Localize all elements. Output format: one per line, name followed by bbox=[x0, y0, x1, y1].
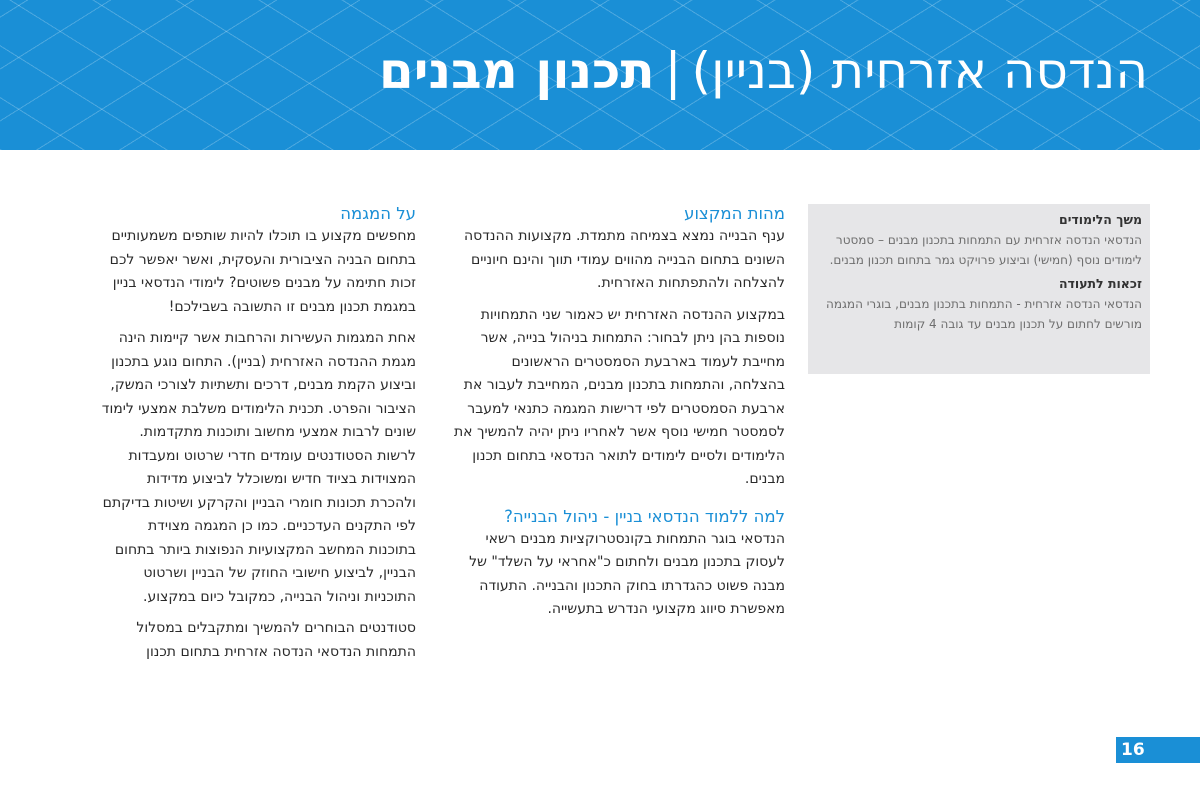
certificate-heading: זכאות לתעודה bbox=[1058, 276, 1142, 291]
profession-paragraph: ענף הבנייה נמצא בצמיחה מתמדת. מקצועות ההנדסה השונים בתחום הבנייה מהווים עמודי תווך והינם חיוניים להצלחה ולהתפתחות האזרחית. bbox=[463, 228, 785, 291]
page-title-specialization: תכנון מבנים bbox=[378, 42, 655, 100]
profession-heading: מהות המקצוע bbox=[684, 204, 785, 223]
profession-paragraph: במקצוע ההנדסה האזרחית יש כאמור שני התמחויות נוספות בהן ניתן לבחור: התמחות בניהול בנייה, אשר מחייבת לעמוד בארבעת הסמסטרים הראשונים בהצלחה, והתמחות בתכנון מבנים, המחייבת לעבור את ארבעת הסמסטרים לפי דרישות המגמה כתנאי למעבר לסמסטר חמישי נוסף אשר לאחריו ניתן יהיה להמשיך את הלימודים ולסיים לימודים לתואר הנדסאי בתחום תכנון מבנים. bbox=[453, 306, 785, 487]
page-number: 16 bbox=[1116, 737, 1200, 763]
why-heading: למה ללמוד הנדסאי בניין - ניהול הבנייה? bbox=[504, 506, 785, 526]
info-box bbox=[808, 204, 1150, 374]
why-paragraph: הנדסאי בוגר התמחות בקונסטרוקציות מבנים רשאי לעסוק בתכנון מבנים ולחתום כ"אחראי על השלד" של מבנה פשוט כהגדרתו בחוק התכנון והבנייה. התעודה מאפשרת סיווג מקצועי הנדרש בתעשייה. bbox=[469, 530, 785, 617]
about-paragraph: מחפשים מקצוע בו תוכלו להיות שותפים משמעותיים בתחום הבניה הציבורית והעסקית, ואשר יאפשר לכם זכות חתימה על מבנים פשוטים? לימודי הנדסאי בניין במגמת תכנון מבנים זו התשובה בשבילכם! bbox=[109, 228, 416, 315]
about-paragraph: סטודנטים הבוחרים להמשיך ומתקבלים במסלול התמחות הנדסאי הנדסה אזרחית בתחום תכנון bbox=[136, 620, 416, 660]
about-paragraph: אחת המגמות העשירות והרחבות אשר קיימות הינה מגמת ההנדסה האזרחית (בניין). התחום נוגע בתכנון וביצוע הקמת מבנים, דרכים ותשתיות לצורכי המשק, הציבור והפרט. תכנית הלימודים משלבת אמצעי לימוד שונים לרבות אמצעי מחשוב ותוכנות מתקדמות. לרשות הסטודנטים עומדים חדרי שרטוט ומעבדות המצוידות בציוד חדיש ומשוכלל לביצוע מדידות ולהכרת תכונות חומרי הבניין והקרקע ושיטות בדיקתם לפי התקנים העדכניים. כמו כן המגמה מצוידת בתוכנות המחשב המקצועיות הנפוצות ביותר בתחום הבניין, לביצוע חישובי החוזק של הבניין ושרטוט התוכניות וניהול הבנייה, כמקובל כיום במקצוע. bbox=[101, 330, 416, 605]
page-title bbox=[379, 36, 1148, 106]
profession-column bbox=[453, 203, 785, 630]
page-title-main: הנדסה אזרחית (בניין) bbox=[691, 42, 1148, 100]
title-separator: | bbox=[664, 42, 682, 100]
header-banner bbox=[0, 0, 1200, 150]
about-heading: על המגמה bbox=[340, 204, 416, 223]
certificate-text: הנדסאי הנדסה אזרחית - התמחות בתכנון מבנים, בוגרי המגמה מורשים לחתום על תכנון מבנים עד גובה 4 קומות bbox=[826, 297, 1142, 331]
study-duration-heading: משך הלימודים bbox=[1059, 212, 1142, 227]
study-duration-text: הנדסאי הנדסה אזרחית עם התמחות בתכנון מבנים – סמסטר לימודים נוסף (חמישי) וביצוע פרויקט גמר בתחום תכנון מבנים. bbox=[829, 233, 1142, 267]
about-column bbox=[98, 203, 416, 672]
